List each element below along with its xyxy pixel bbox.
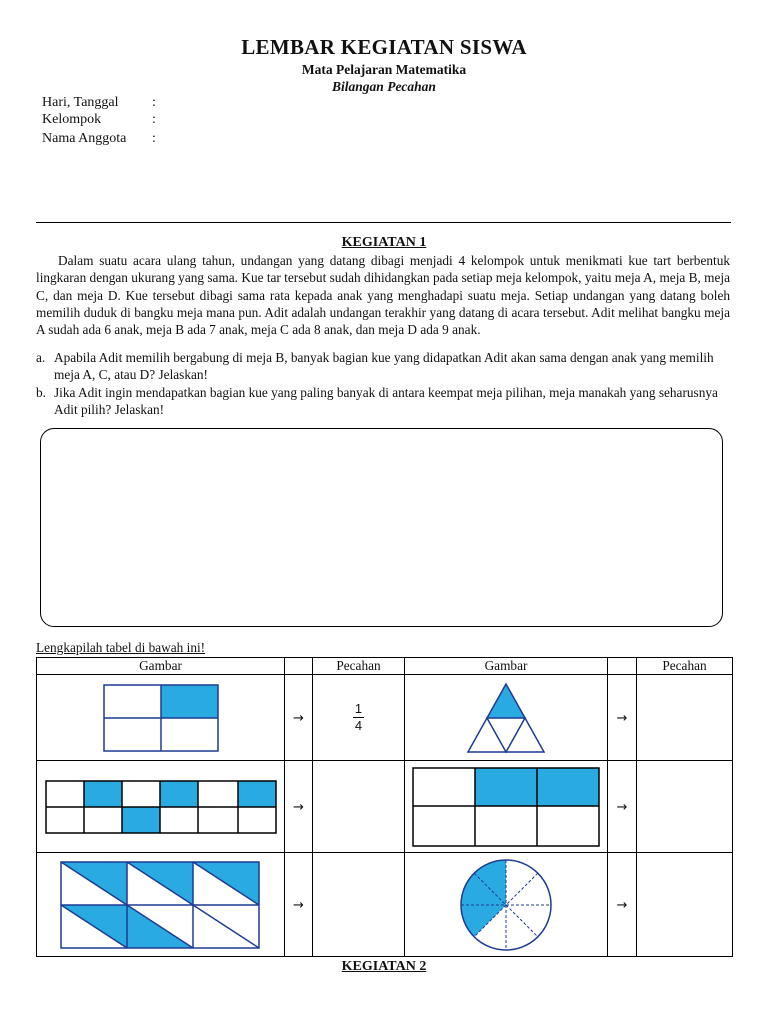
fraction-answer-cell[interactable] xyxy=(637,761,733,853)
arrow-cell xyxy=(608,853,637,957)
question-b-text: Jika Adit ingin mendapatkan bagian kue yang paling banyak di antara keempat meja pilihan, meja manakah yang seharusnya Adit pilih? Jelaskan! xyxy=(54,385,718,418)
fraction-numerator: 1 xyxy=(354,700,363,716)
figure-triangle-4 xyxy=(405,675,608,761)
arrow-icon: → xyxy=(616,897,628,913)
fraction-answer-cell[interactable] xyxy=(637,675,733,761)
field-date-colon: : xyxy=(152,95,156,110)
fraction-denominator: 4 xyxy=(354,717,363,733)
header-divider xyxy=(36,222,731,223)
header-gambar-right: Gambar xyxy=(405,658,608,675)
field-group-colon: : xyxy=(152,112,156,127)
table-row xyxy=(37,761,733,853)
header-gambar-left: Gambar xyxy=(37,658,285,675)
figure-rect-3x2 xyxy=(405,761,608,853)
arrow-icon: → xyxy=(616,710,628,726)
figure-rect-2x2 xyxy=(37,675,285,761)
table-row xyxy=(37,853,733,957)
arrow-cell xyxy=(285,761,313,853)
topic-title: Bilangan Pecahan xyxy=(332,79,436,94)
fraction-answer-cell[interactable] xyxy=(313,675,405,761)
question-a-marker: a. xyxy=(36,350,46,365)
activity2-title: KEGIATAN 2 xyxy=(341,959,427,974)
arrow-cell xyxy=(285,675,313,761)
example-fraction xyxy=(353,701,364,734)
arrow-icon: → xyxy=(293,710,304,726)
field-group-label: Kelompok xyxy=(42,112,102,127)
arrow-cell xyxy=(285,853,313,957)
field-date xyxy=(42,95,156,111)
arrow-icon: → xyxy=(293,799,304,815)
subject-title: Mata Pelajaran Matematika xyxy=(301,62,467,77)
table-header-row xyxy=(37,658,733,675)
arrow-cell xyxy=(608,675,637,761)
fraction-table xyxy=(36,657,733,957)
figure-rect-6x2 xyxy=(37,761,285,853)
question-b xyxy=(36,384,730,419)
table-row xyxy=(37,675,733,761)
figure-triangle-grid xyxy=(37,853,285,957)
header-pecahan-right: Pecahan xyxy=(637,658,733,675)
figure-circle-8 xyxy=(405,853,608,957)
question-b-marker: b. xyxy=(36,385,46,400)
fraction-answer-cell[interactable] xyxy=(637,853,733,957)
header-pecahan-left: Pecahan xyxy=(313,658,405,675)
fraction-answer-cell[interactable] xyxy=(313,853,405,957)
field-members-colon: : xyxy=(152,131,156,146)
activity1-title: KEGIATAN 1 xyxy=(341,235,427,250)
field-members-label: Nama Anggota xyxy=(42,131,127,146)
answer-box[interactable] xyxy=(40,428,723,627)
field-members xyxy=(42,131,156,147)
arrow-icon: → xyxy=(616,799,628,815)
activity1-paragraph: Dalam suatu acara ulang tahun, undangan yang datang dibagi menjadi 4 kelompok untuk menikmati kue tart berbentuk lingkaran dengan ukurang yang sama. Kue tar tersebut sudah dihidangkan pada setiap meja kelompok, yaitu meja A, meja B, meja C, dan meja D. Kue tersebut dibagi sama rata kepada anak yang menghadapi suatu meja. Setiap undangan yang datang boleh memilih duduk di bangku meja mana pun. Adit adalah undangan terakhir yang datang di acara tersebut. Adit melihat bangku meja A sudah ada 6 anak, meja B ada 7 anak, meja C ada 8 anak, dan meja D ada 9 anak. xyxy=(36,253,730,338)
question-a xyxy=(36,349,730,384)
arrow-cell xyxy=(608,761,637,853)
field-group xyxy=(42,112,156,128)
table-instruction: Lengkapilah tabel di bawah ini! xyxy=(36,640,206,655)
worksheet-title: LEMBAR KEGIATAN SISWA xyxy=(241,35,527,59)
fraction-answer-cell[interactable] xyxy=(313,761,405,853)
header-arrow-right xyxy=(608,658,637,675)
question-a-text: Apabila Adit memilih bergabung di meja B, banyak bagian kue yang didapatkan Adit akan sama dengan anak yang memilih meja A, C, atau D? Jelaskan! xyxy=(54,350,714,383)
header-arrow-left xyxy=(285,658,313,675)
field-date-label: Hari, Tanggal xyxy=(42,95,119,110)
arrow-icon: → xyxy=(293,897,304,913)
